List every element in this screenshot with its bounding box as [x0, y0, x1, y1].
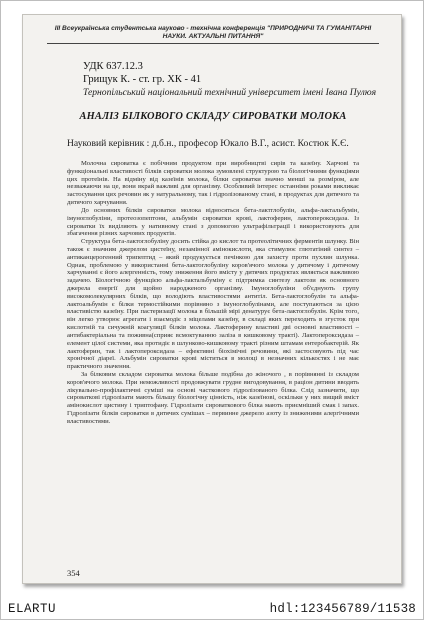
paragraph-3: Структура бета-лактоглобуліну досить стійка до кислот та протеолітичних ферментів шлунку. Він також є значним джерелом цистеїну, незамінної амінокислоти, яка стимулює глютатіний синтез – антиканцерогенний трипептид – який продукується печінкою для захисту проти пухлин шлунка. Однак, проблемою у використанні бета-лактоглобуліну коров'ячого молока у дитячому і дитячому харчуванні є його алергенність, тому зниження його вмісту у дитячих продуктах являється важливою задачею. Біологічною функцією альфа-лактальбуміну є підтримка синтезу лактози як основного джерела енергії для щойно народженого організму. Імуноглобуліни об'єднують групу високомолекулярних білків, що володіють властивостями антитіл. Бета-лактоглобулін та альфа-лактоальбумін є білки термостійкими порівняно з імуноглобулінами, але поступаються за цією властивістю казеїну. При пастеризації молока в більшій мірі денатурує бета-лактоглобулін. Крім того, він легко утворює агрегати і взаємодіє з міцелами казеїну, в складі яких переходить в згусток при кислотній та сичужній коагуляції білків молока. Лактоферину властиві дві основні властивості – антибактеріальна та поживна(сприяє всмоктуванню заліза в кишковому тракті). Лактопероксидаза – елемент цілої системи, яка протидіє в шлунково-кишковому тракті різним штамам ентеробактерій. Як лактоферин, так і лактопероксидаза – ефективні біохімічні речовини, які застосовують під час хронічної діареї. Альбумін сироватки крові міститься в молоці в незначних кількостях і не має практичного значення. [67, 238, 359, 371]
paragraph-2: До основних білків сироватки молока відносяться бета-лактглобулін, альфа-лактальбумін, імуноглобуліни, протеозопептони, альбумін сироватки крові, лактоферин, лактопероксидаза. Із сироватки їх виділяють у нативному стані з допомогою ультрафільтрації і використовують для збагачення різних харчових продуктів. [67, 206, 359, 238]
footer-bar [0, 598, 424, 620]
paragraph-4: За білковим складом сироватка молока більше подібна до жіночого , в порівнянні із складом коров'ячого молока. При неможливості продовжувати грудне вигодовування, в раціон дитини вводять лікувально-профілактичні суміші на основі часткового гідролізованого білка. Слід зазначити, що сироваткові гідролізати мають більшу біологічну цінність, ніж казеїнові, оскільки у них вищий вміст амінокислот цистину і триптофану. Гідролізати сироваткового білка мають приємніший смак і запах. Гідролізати білків сироватки в дитячих сумішах – первинне джерело азоту із зниженими алергічними властивостями. [67, 370, 359, 425]
paragraph-1: Молочна сироватка є побічним продуктом при виробництві сирів та казеїну. Харчові та функціональні властивості білків сироватки молока зумовлені структурою та біологічними функціями цих протеїнів. На відміну від казеїнів молока, білки сироватки значно менші за розміром, але незважаючи на це, вони вкрай важливі для організму. Особливий інтерес останніми роками викликає застосування цих речовин як у натуральному, так і гідролізованому стані, в продуктах для дитячого та дитячого харчування. [67, 160, 359, 207]
author-line: Грищук К. - ст. гр. ХК - 41 [83, 74, 202, 85]
university-name: Тернопільський національний технічний університет імені Івана Пулюя [83, 87, 377, 98]
document-page [22, 14, 402, 584]
article-body [67, 160, 359, 426]
page-number: 354 [67, 568, 80, 578]
conference-header: ІІІ Всеукраїнська студентська науково - технічна конференція "ПРИРОДНИЧІ ТА ГУМАНІТАРНІ НАУКИ. АКТУАЛЬНІ ПИТАННЯ" [54, 25, 372, 40]
udk-code: УДК 637.12.3 [83, 61, 143, 72]
repository-name: ELARTU [8, 602, 57, 616]
article-title: АНАЛІЗ БІЛКОВОГО СКЛАДУ СИРОВАТКИ МОЛОКА [79, 111, 347, 122]
handle-id: hdl:123456789/11538 [269, 602, 416, 616]
header-divider [47, 43, 379, 44]
supervisors-line: Науковий керівник : д.б.н., професор Юкало В.Г., асист. Костюк К.Є. [67, 138, 349, 149]
